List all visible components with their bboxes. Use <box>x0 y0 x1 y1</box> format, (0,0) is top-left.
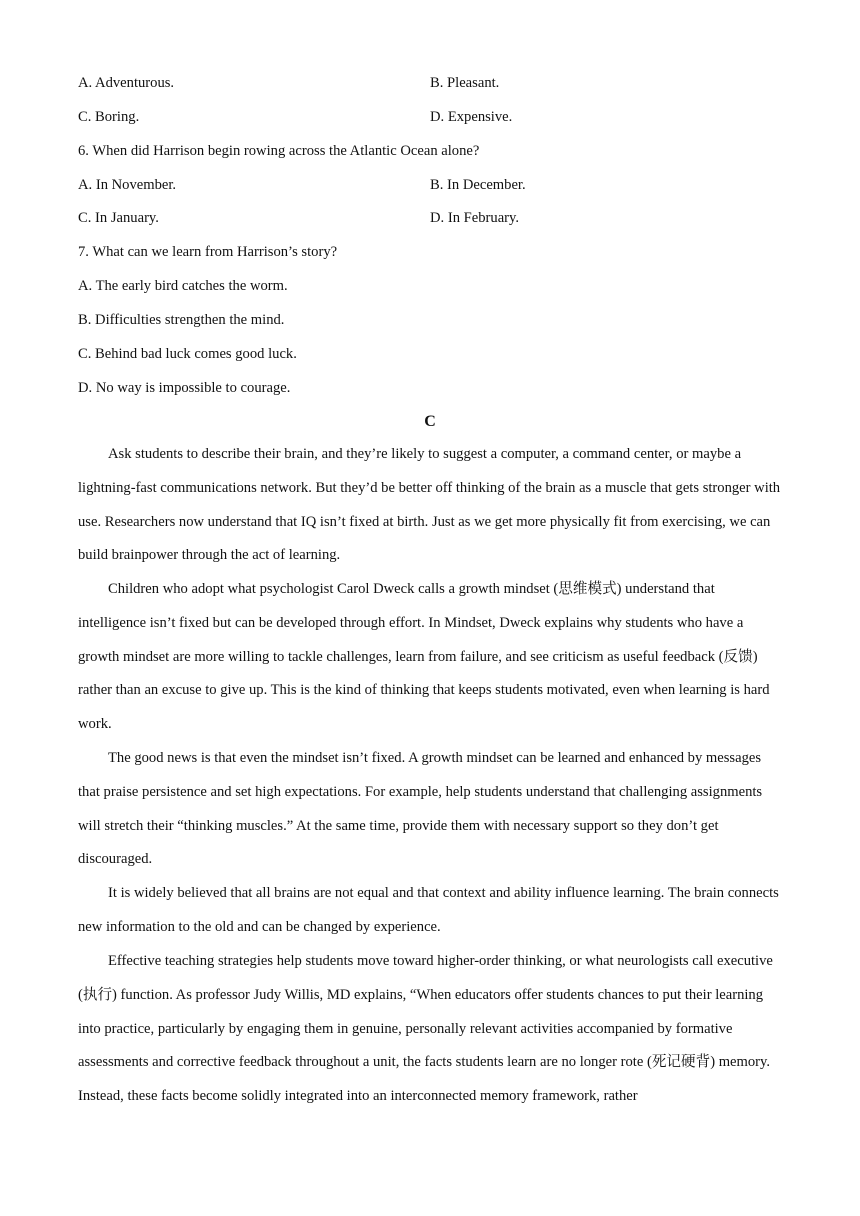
q7-option-a: A. The early bird catches the worm. <box>78 278 288 294</box>
q5-option-b: B. Pleasant. <box>430 75 500 91</box>
q7-option-d: D. No way is impossible to courage. <box>78 380 291 396</box>
passage-paragraph-3: The good news is that even the mindset isn’t fixed. A growth mindset can be learned and enhanced by messages that praise persistence and set high expectations. For example, help students understand that challenging assignments will stretch their “thinking muscles.” At the same time, provide them with necessary support so they don’t get discouraged. <box>78 750 763 868</box>
q6-stem: 6. When did Harrison begin rowing across the Atlantic Ocean alone? <box>78 143 480 159</box>
q6-option-a: A. In November. <box>78 177 177 193</box>
passage-paragraph-1: Ask students to describe their brain, and they’re likely to suggest a computer, a command center, or maybe a lightning-fast communications network. But they’d be better off thinking of the brain as a muscle that gets stronger with use. Researchers now understand that IQ isn’t fixed at birth. Just as we get more physically fit from exercising, we can build brainpower through the act of learning. <box>78 446 781 564</box>
passage-paragraph-2: Children who adopt what psychologist Carol Dweck calls a growth mindset (思维模式) understand that intelligence isn’t fixed but can be developed through effort. In Mindset, Dweck explains why students who have a growth mindset are more willing to tackle challenges, learn from failure, and see criticism as useful feedback (反馈) rather than an excuse to give up. This is the kind of thinking that keeps students motivated, even when learning is hard work. <box>78 581 770 733</box>
q7-option-c: C. Behind bad luck comes good luck. <box>78 346 297 362</box>
q6-option-b: B. In December. <box>430 177 526 193</box>
q6-option-c: C. In January. <box>78 210 159 226</box>
q6-option-d: D. In February. <box>430 210 520 226</box>
section-title: C <box>424 413 436 430</box>
q5-option-c: C. Boring. <box>78 109 140 125</box>
q7-option-b: B. Difficulties strengthen the mind. <box>78 312 285 328</box>
q7-stem: 7. What can we learn from Harrison’s story? <box>78 244 338 260</box>
q5-option-a: A. Adventurous. <box>78 75 175 91</box>
passage-paragraph-4: It is widely believed that all brains are not equal and that context and ability influence learning. The brain connects new information to the old and can be changed by experience. <box>78 885 779 935</box>
q5-option-d: D. Expensive. <box>430 109 513 125</box>
passage-paragraph-5: Effective teaching strategies help students move toward higher-order thinking, or what neurologists call executive (执行) function. As professor Judy Willis, MD explains, “When educators offer students chances to put their learning into practice, particularly by engaging them in genuine, personally relevant activities accompanied by formative assessments and corrective feedback throughout a unit, the facts students learn are no longer rote (死记硬背) memory. Instead, these facts become solidly integrated into an interconnected memory framework, rather <box>78 953 773 1105</box>
